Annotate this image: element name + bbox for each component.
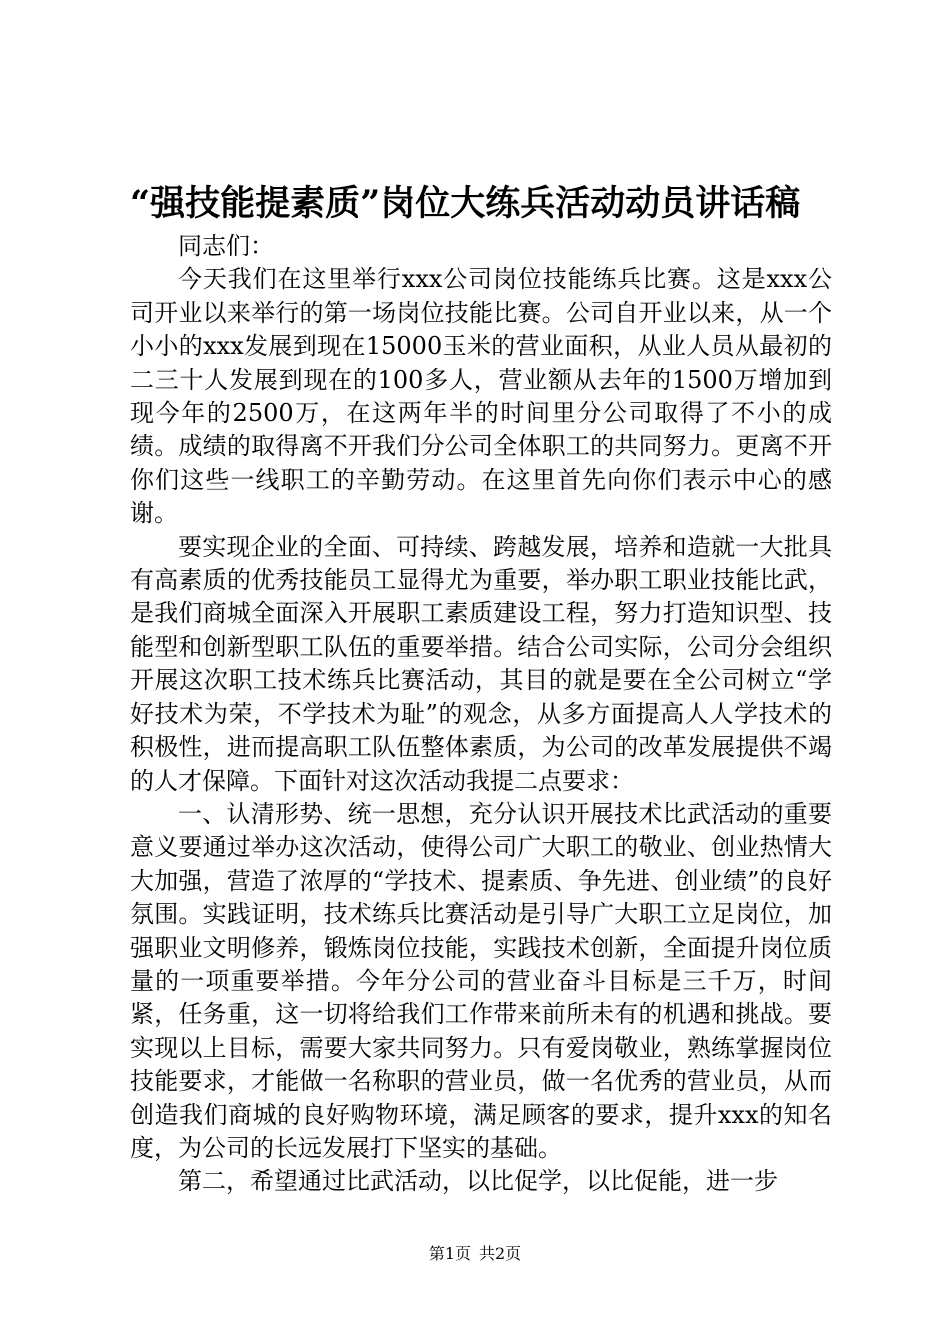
paragraph-1: 今天我们在这里举行xxx公司岗位技能练兵比赛。这是xxx公司开业以来举行的第一场岗位技能比赛。公司自开业以来，从一个小小的xxx发展到现在15000玉米的营业面积，从业人员从最初的二三十人发展到现在的100多人，营业额从去年的1500万增加到现今年的2500万，在这两年半的时间里分公司取得了不小的成绩。成绩的取得离不开我们分公司全体职工的共同努力。更离不开你们这些一线职工的辛勤劳动。在这里首先向你们表示中心的感谢。 (130, 265, 832, 528)
paragraph-4: 第二，希望通过比武活动，以比促学，以比促能，进一步 (178, 1167, 778, 1196)
document-title: “强技能提素质”岗位大练兵活动动员讲话稿 (130, 183, 801, 224)
paragraph-3: 一、认清形势、统一思想，充分认识开展技术比武活动的重要意义要通过举办这次活动，使得公司广大职工的敬业、创业热情大大加强，营造了浓厚的“学技术、提素质、争先进、创业绩”的良好氛围。实践证明，技术练兵比赛活动是引导广大职工立足岗位，加强职业文明修养，锻炼岗位技能，实践技术创新，全面提升岗位质量的一项重要举措。今年分公司的营业奋斗目标是三千万，时间紧，任务重，这一切将给我们工作带来前所未有的机遇和挑战。要实现以上目标，需要大家共同努力。只有爱岗敬业，熟练掌握岗位技能要求，才能做一名称职的营业员，做一名优秀的营业员，从而创造我们商城的良好购物环境，满足顾客的要求，提升xxx的知名度，为公司的长远发展打下坚实的基础。 (130, 799, 832, 1162)
salutation: 同志们： (178, 232, 274, 260)
page-number-current: 第1页 (428, 1244, 471, 1263)
page-footer (0, 1243, 950, 1265)
paragraph-2: 要实现企业的全面、可持续、跨越发展，培养和造就一大批具有高素质的优秀技能员工显得尤为重要，举办职工职业技能比武，是我们商城全面深入开展职工素质建设工程，努力打造知识型、技能型和创新型职工队伍的重要举措。结合公司实际，公司分会组织开展这次职工技术练兵比赛活动，其目的就是要在全公司树立“学好技术为荣，不学技术为耻”的观念，从多方面提高人人学技术的积极性，进而提高职工队伍整体素质，为公司的改革发展提供不竭的人才保障。下面针对这次活动我提二点要求： (130, 532, 832, 795)
document-body (130, 230, 832, 1199)
page-number-total: 共2页 (479, 1244, 522, 1263)
